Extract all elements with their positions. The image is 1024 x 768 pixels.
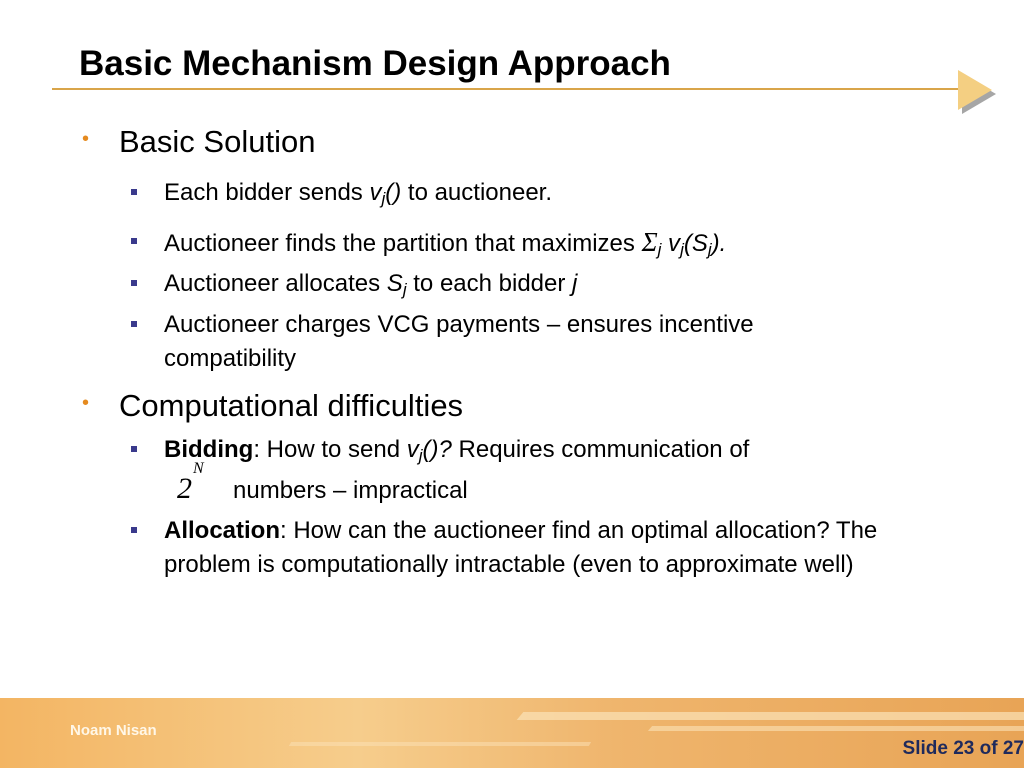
sub-bullet: Auctioneer allocates Sj to each bidder j	[164, 267, 964, 303]
orange-bullet-icon: •	[82, 128, 90, 150]
section-heading: Computational difficulties	[119, 388, 464, 423]
square-bullet-icon	[131, 446, 137, 452]
sub-bullet: Auctioneer finds the partition that maximizes Σj vj(Sj).	[164, 225, 964, 263]
sub-bullet: Auctioneer charges VCG payments – ensures incentive compatibility	[164, 308, 884, 376]
sub-bullet: Allocation: How can the auctioneer find an optimal allocation? The problem is computationally intractable (even to approximate well)	[164, 514, 964, 582]
sub-bullet-continuation: numbers – impractical	[233, 477, 468, 504]
author-name: Noam Nisan	[70, 722, 157, 739]
slide-number: Slide 23 of 27	[902, 738, 1024, 759]
square-bullet-icon	[131, 238, 137, 244]
slide-title: Basic Mechanism Design Approach	[79, 44, 671, 83]
next-arrow-icon[interactable]	[958, 70, 992, 110]
sub-bullet: Each bidder sends vj() to auctioneer.	[164, 176, 964, 212]
bullet-basic-solution	[82, 124, 316, 160]
square-bullet-icon	[131, 321, 137, 327]
section-heading: Basic Solution	[119, 124, 316, 159]
sub-bullet: Bidding: How to send vj()? Requires communication of	[164, 433, 964, 469]
square-bullet-icon	[131, 280, 137, 286]
bullet-computational-difficulties	[82, 388, 464, 424]
orange-bullet-icon: •	[82, 392, 90, 414]
title-divider	[52, 88, 964, 90]
slide-footer	[0, 698, 1024, 768]
square-bullet-icon	[131, 189, 137, 195]
square-bullet-icon	[131, 527, 137, 533]
formula-2-power-n: $2^N$	[177, 460, 204, 505]
